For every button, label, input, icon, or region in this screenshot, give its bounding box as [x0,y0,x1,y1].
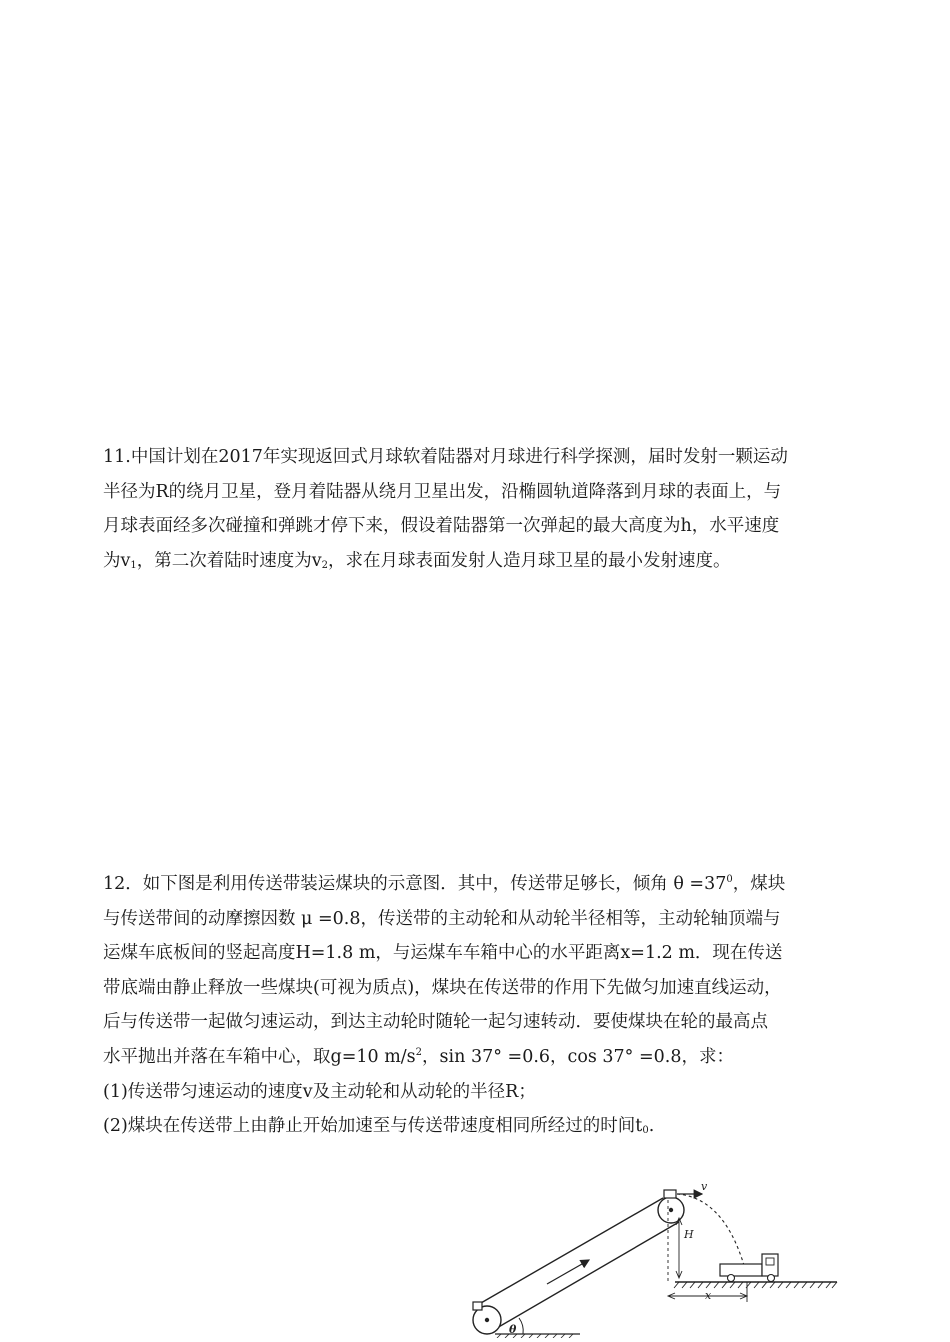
text-fragment: 水平抛出并落在车箱中心，取g=10 m/s [103,1046,416,1067]
belt-direction-arrow [547,1260,589,1284]
text-fragment: 12．如下图是利用传送带装运煤块的示意图．其中，传送带足够长，倾角 θ =37 [103,874,727,894]
problem-11-line-2: 半径为R的绕月卫星，登月着陆器从绕月卫星出发，沿椭圆轨道降落到月球的表面上，与 [103,481,782,502]
text-fragment: ，第二次着陆时速度为v [136,550,322,571]
question-2 [103,1109,843,1144]
problem-12-line-4: 带底端由静止释放一些煤块(可视为质点)，煤块在传送带的作用下先做匀加速直线运动， [103,977,782,998]
subscript: 0 [642,1125,649,1137]
ground-right [674,1282,837,1288]
driven-wheel [473,1302,501,1334]
label-v: v [701,1180,708,1193]
question-1: (1)传送带匀速运动的速度v及主动轮和从动轮的半径R； [103,1081,536,1102]
problem-12-line-6 [103,1040,843,1075]
label-theta: θ [509,1323,517,1336]
problem-11-line-3: 月球表面经多次碰撞和弹跳才停下来，假设着陆器第一次弹起的最大高度为h，水平速度 [103,516,780,537]
problem-12-line-2: 与传送带间的动摩擦因数 μ =0.8，传送带的主动轮和从动轮半径相等，主动轮轴顶端与 [103,908,781,929]
problem-11-line-4 [103,544,843,579]
text-fragment: 为v [103,550,131,571]
text-fragment: . [648,1116,655,1137]
driving-wheel [658,1190,684,1223]
label-x: x [705,1289,712,1302]
problem-12 [103,867,843,1144]
label-H: H [684,1228,694,1241]
superscript: 0 [726,874,733,885]
conveyor-diagram [465,1178,845,1338]
problem-12-line-1 [103,867,843,902]
problem-12-line-3: 运煤车底板间的竖起高度H=1.8 m，与运煤车车箱中心的水平距离x=1.2 m．现在传送 [103,943,783,964]
text-fragment: (2)煤块在传送带上由静止开始加速至与传送带速度相同所经过的时间t [103,1116,643,1137]
subscript: 1 [130,559,137,571]
coal-truck [720,1254,778,1282]
text-fragment: ，sin 37° =0.6，cos 37° =0.8，求： [422,1046,734,1067]
conveyor-belt [474,1198,679,1332]
ground-left [495,1334,580,1338]
problem-11-line-1: 11.中国计划在2017年实现返回式月球软着陆器对月球进行科学探测，届时发射一颗运动 [103,447,788,467]
superscript: 2 [415,1046,423,1058]
text-fragment: ，煤块 [732,874,786,894]
problem-12-line-5: 后与传送带一起做匀速运动，到达主动轮时随轮一起匀速转动．要使煤块在轮的最高点 [103,1012,768,1033]
subscript: 2 [321,559,329,571]
text-fragment: ，求在月球表面发射人造月球卫星的最小发射速度。 [328,550,731,571]
problem-11 [103,440,843,578]
